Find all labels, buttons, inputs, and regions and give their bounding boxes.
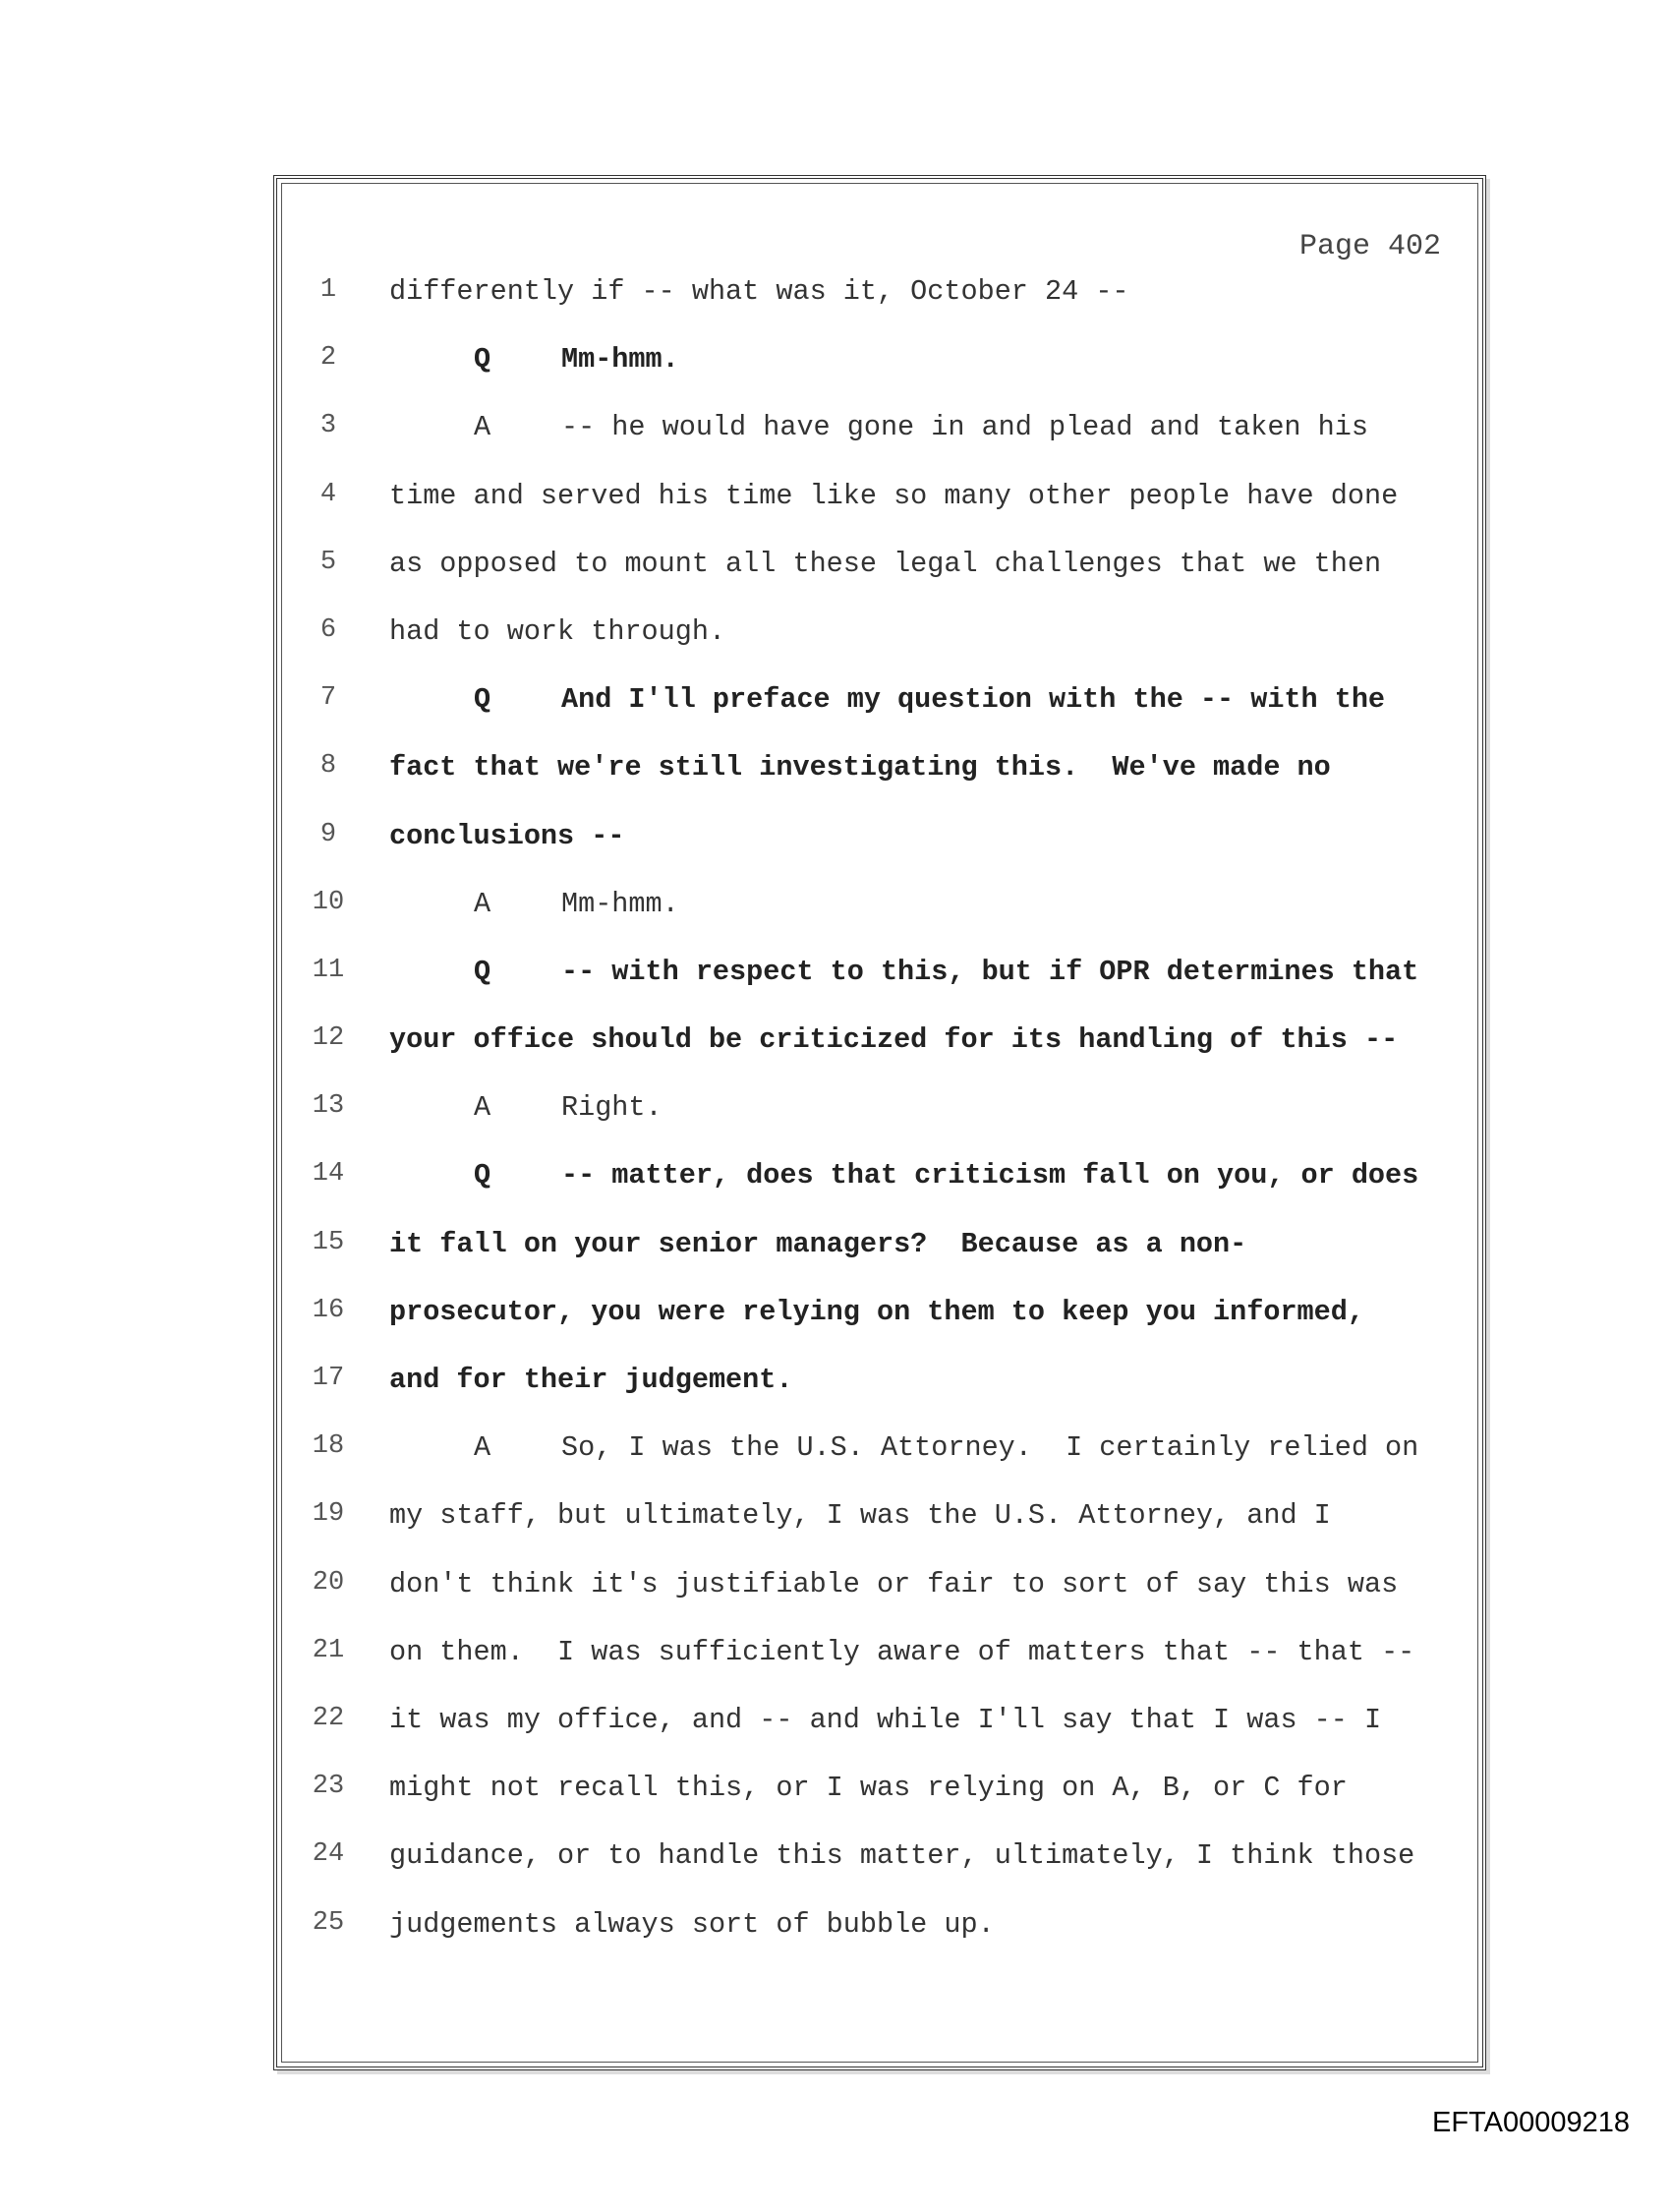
line-text: fact that we're still investigating this. We've made no xyxy=(389,751,1331,785)
line-text: don't think it's justifiable or fair to sort of say this was xyxy=(389,1567,1399,1601)
line-text: as opposed to mount all these legal challenges that we then xyxy=(389,547,1382,580)
transcript-line xyxy=(277,1296,1482,1364)
speaker-label: A xyxy=(474,887,491,920)
line-text: it fall on your senior managers? Because as a non- xyxy=(389,1227,1247,1260)
line-number: 11 xyxy=(312,955,345,985)
line-number: 23 xyxy=(312,1772,345,1802)
transcript-line xyxy=(277,615,1482,683)
line-text: -- he would have gone in and plead and taken his xyxy=(561,411,1368,444)
speaker-label: Q xyxy=(474,1159,491,1193)
transcript-line xyxy=(277,683,1482,751)
line-text: Mm-hmm. xyxy=(561,343,679,377)
transcript-line xyxy=(277,1772,1482,1839)
speaker-label: Q xyxy=(474,343,491,377)
line-text: time and served his time like so many other people have done xyxy=(389,479,1399,512)
transcript-line xyxy=(277,411,1482,479)
line-number: 22 xyxy=(312,1703,345,1733)
transcript-line xyxy=(277,548,1482,615)
line-number: 8 xyxy=(319,751,337,782)
line-text: -- matter, does that criticism fall on you, or does xyxy=(561,1159,1419,1193)
transcript-line xyxy=(277,1023,1482,1091)
line-number: 10 xyxy=(312,887,345,917)
transcript-page-frame xyxy=(273,175,1486,2070)
line-text: your office should be criticized for its handling of this -- xyxy=(389,1023,1399,1057)
line-text: guidance, or to handle this matter, ultimately, I think those xyxy=(389,1839,1415,1873)
line-number: 21 xyxy=(312,1635,345,1665)
line-number: 17 xyxy=(312,1364,345,1393)
transcript-line xyxy=(277,820,1482,888)
transcript-lines xyxy=(277,275,1482,1976)
transcript-line xyxy=(277,343,1482,411)
speaker-label: A xyxy=(474,411,491,444)
line-text: it was my office, and -- and while I'll say that I was -- I xyxy=(389,1703,1382,1736)
line-text: differently if -- what was it, October 24 -- xyxy=(389,275,1129,308)
line-number: 16 xyxy=(312,1295,345,1325)
line-text: had to work through. xyxy=(389,614,726,648)
line-text: might not recall this, or I was relying on A, B, or C for xyxy=(389,1772,1348,1805)
transcript-line xyxy=(277,956,1482,1023)
document-id: EFTA00009218 xyxy=(1432,2107,1630,2138)
line-number: 1 xyxy=(319,275,337,305)
line-text: on them. I was sufficiently aware of matters that -- that -- xyxy=(389,1635,1415,1668)
line-number: 9 xyxy=(319,819,337,849)
line-number: 19 xyxy=(312,1499,345,1530)
line-text: prosecutor, you were relying on them to keep you informed, xyxy=(389,1295,1364,1328)
line-number: 25 xyxy=(312,1907,345,1938)
line-text: And I'll preface my question with the -- with the xyxy=(561,683,1386,717)
line-number: 20 xyxy=(312,1567,345,1598)
line-text: conclusions -- xyxy=(389,819,625,852)
transcript-line xyxy=(277,1908,1482,1976)
line-number: 2 xyxy=(319,343,337,374)
transcript-line xyxy=(277,1228,1482,1296)
transcript-line xyxy=(277,1091,1482,1159)
line-number: 7 xyxy=(319,683,337,714)
line-number: 12 xyxy=(312,1023,345,1054)
line-text: and for their judgement. xyxy=(389,1364,793,1396)
transcript-line xyxy=(277,480,1482,548)
line-text: -- with respect to this, but if OPR determines that xyxy=(561,955,1419,988)
line-text: my staff, but ultimately, I was the U.S. Attorney, and I xyxy=(389,1499,1331,1533)
line-text: So, I was the U.S. Attorney. I certainly relied on xyxy=(561,1431,1419,1465)
line-number: 18 xyxy=(312,1431,345,1462)
transcript-line xyxy=(277,888,1482,956)
transcript-line xyxy=(277,751,1482,819)
line-number: 4 xyxy=(319,479,337,509)
speaker-label: A xyxy=(474,1091,491,1125)
speaker-label: A xyxy=(474,1431,491,1465)
line-number: 15 xyxy=(312,1227,345,1257)
transcript-line xyxy=(277,1364,1482,1431)
line-text: judgements always sort of bubble up. xyxy=(389,1907,995,1941)
page-number: Page 402 xyxy=(1298,230,1441,263)
transcript-line xyxy=(277,1704,1482,1772)
transcript-line xyxy=(277,1636,1482,1704)
line-number: 14 xyxy=(312,1159,345,1190)
transcript-line xyxy=(277,1568,1482,1636)
line-number: 6 xyxy=(319,614,337,645)
transcript-line xyxy=(277,1499,1482,1567)
line-number: 13 xyxy=(312,1091,345,1122)
transcript-line xyxy=(277,1431,1482,1499)
transcript-line xyxy=(277,1839,1482,1907)
speaker-label: Q xyxy=(474,955,491,988)
line-text: Mm-hmm. xyxy=(561,887,679,920)
transcript-line xyxy=(277,275,1482,343)
line-number: 3 xyxy=(319,411,337,441)
transcript-line xyxy=(277,1159,1482,1227)
speaker-label: Q xyxy=(474,683,491,717)
line-number: 24 xyxy=(312,1839,345,1870)
line-number: 5 xyxy=(319,547,337,577)
line-text: Right. xyxy=(561,1091,663,1125)
